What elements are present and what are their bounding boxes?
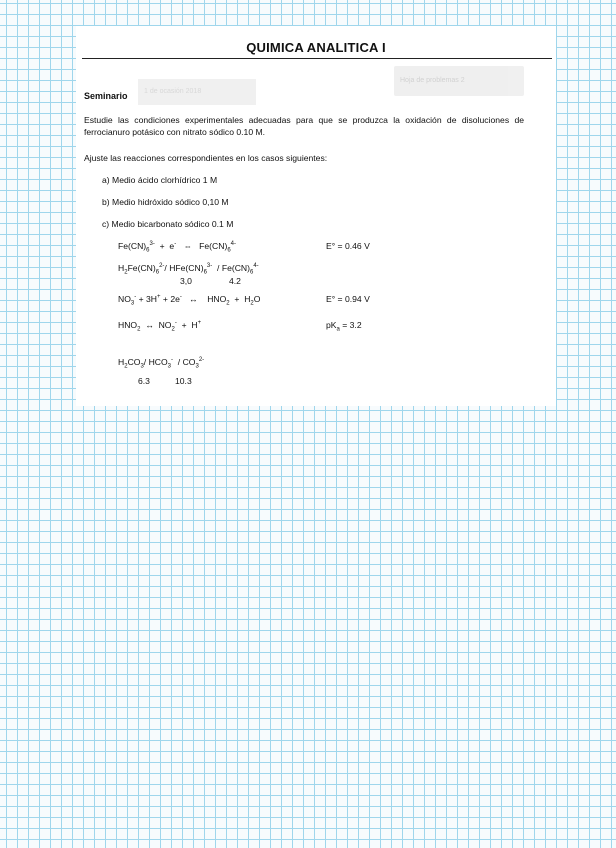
equation-2-pk1: 3,0 xyxy=(180,276,192,286)
seminario-label: Seminario xyxy=(84,91,128,101)
equation-2-pk2: 4.2 xyxy=(229,276,241,286)
case-c: c) Medio bicarbonato sódico 0.1 M xyxy=(102,219,234,229)
equation-2: $H_2Fe(CN)_6^{2-}/$ $HFe(CN)_6^{3-} / Fe(CN)_6^{4-}$ xyxy=(118,263,259,276)
prompt-line: Ajuste las reacciones correspondientes en los casos siguientes: xyxy=(84,153,328,163)
case-b: b) Medio hidróxido sódico 0,10 M xyxy=(102,197,229,207)
equation-4: $HNO_2$ ↔ $NO_2^- + H^+$ xyxy=(118,320,202,333)
equation-3-potential: E° = 0.94 V xyxy=(326,294,370,304)
equation-4-pka: $pK_a = 3.2$ xyxy=(326,320,362,333)
equation-1: $Fe(CN)_6^{3-} + e^-$ ⇔ $Fe(CN)_6^{4-}$ xyxy=(118,241,236,254)
equation-1-potential: E° = 0.46 V xyxy=(326,241,370,251)
faded-label-right xyxy=(394,66,524,96)
intro-paragraph: Estudie las condiciones experimentales adecuadas para que se produzca la oxidación de disoluciones de ferrocianuro potásico con nitrato sódico 0.10 M. xyxy=(84,115,524,137)
equation-5-pk1: 6.3 xyxy=(138,376,150,386)
equation-3: $NO_3^- + 3H^+ + 2e^-$ ↔ $HNO_2 + H_2O$ xyxy=(118,294,261,307)
faded-label-left xyxy=(138,79,256,105)
equation-5-pk2: 10.3 xyxy=(175,376,192,386)
faded-text-right: Hoja de problemas 2 xyxy=(400,77,465,84)
title-rule xyxy=(82,58,552,59)
case-a: a) Medio ácido clorhídrico 1 M xyxy=(102,175,218,185)
faded-text-left: 1 de ocasión 2018 xyxy=(144,88,202,95)
equation-5: $H_2CO_3/$ $HCO_3^- / CO_3^{2-}$ xyxy=(118,357,205,370)
document-sheet xyxy=(76,26,556,406)
page-title: QUIMICA ANALITICA I xyxy=(246,40,386,55)
